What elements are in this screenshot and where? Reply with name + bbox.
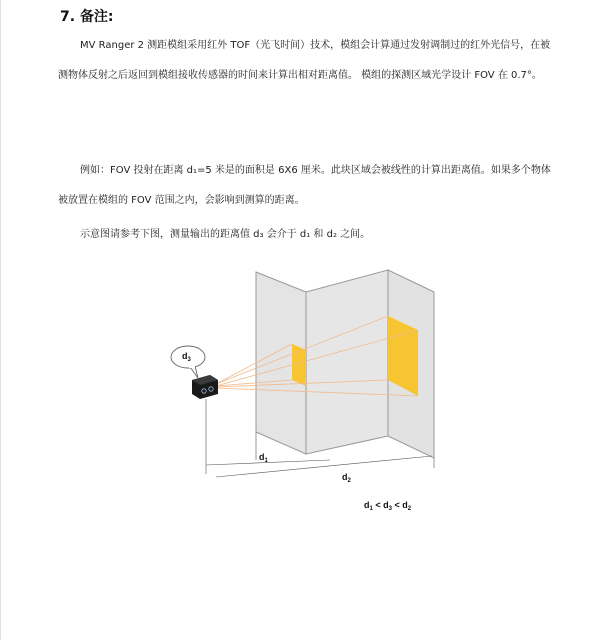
section-heading [60, 6, 114, 26]
ranger-sensor-icon [192, 375, 218, 399]
paragraph-tof-description: MV Ranger 2 测距模组采用红外 TOF（光飞时间）技术，模组会计算通过发射调制过的红外光信号，在被测物体反射之后返回到模组接收传感器的时间来计算出相对距离值。 模组的探测区域光学设计 FOV 在 0.7°。 [58, 40, 551, 81]
d3-label: $d_3$ [182, 351, 191, 363]
near-target-area [292, 344, 306, 386]
section-number: 7. [60, 9, 76, 25]
d2-label: $d_2$ [342, 472, 351, 484]
paragraph-diagram-reference: 示意图请参考下图，测量输出的距离值 d₃ 会介于 d₁ 和 d₂ 之间。 [80, 229, 371, 240]
d1-label: $d_1$ [259, 452, 268, 464]
fov-measurement-diagram [160, 262, 460, 522]
wall-panel-middle [306, 270, 388, 454]
distance-inequality: $d_1 < d_3 < d_2$ [364, 500, 412, 512]
paragraph-fov-example: 例如：FOV 投射在距离 d₁=5 米是的面积是 6X6 厘米。此块区域会被线性的计算出距离值。如果多个物体被放置在模组的 FOV 范围之内，会影响到测算的距离。 [58, 165, 551, 206]
page-edge [0, 0, 1, 640]
section-title: 备注: [79, 9, 114, 25]
